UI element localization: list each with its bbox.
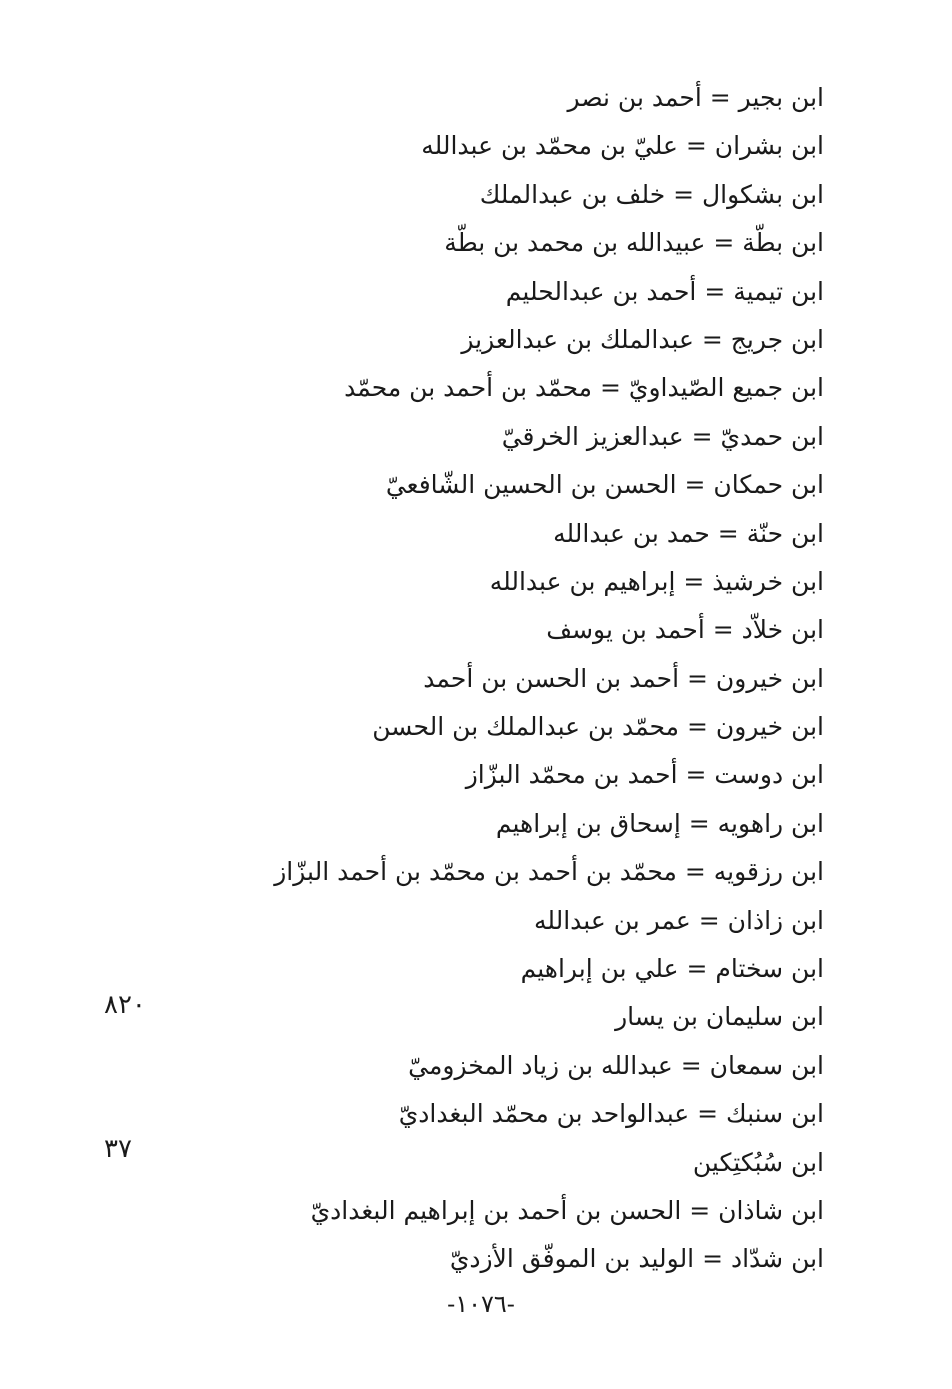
- index-entry: ابن حمكان = الحسن بن الحسين الشّافعيّ: [385, 470, 824, 500]
- index-entry: ابن سختام = علي بن إبراهيم: [520, 954, 824, 984]
- index-entry: ابن زاذان = عمر بن عبدالله: [533, 905, 824, 935]
- index-entry: ابن سنبك = عبدالواحد بن محمّد البغداديّ: [398, 1099, 824, 1129]
- page-number: -١٠٧٦-: [447, 1290, 515, 1318]
- index-entry: ابن بشكوال = خلف بن عبدالملك: [479, 179, 824, 209]
- index-entry: ابن سمعان = عبدالله بن زياد المخزوميّ: [408, 1050, 824, 1080]
- margin-reference-number: ٣٧: [104, 1134, 132, 1164]
- index-entry: ابن جميع الصّيداويّ = محمّد بن أحمد بن محمّد: [344, 373, 824, 403]
- index-entry: ابن شدّاد = الوليد بن الموفّق الأزديّ: [449, 1244, 824, 1274]
- index-entry: ابن حنّة = حمد بن عبدالله: [553, 518, 824, 548]
- index-entry: ابن جريج = عبدالملك بن عبدالعزيز: [461, 324, 824, 354]
- index-entry: ابن راهويه = إسحاق بن إبراهيم: [495, 808, 824, 838]
- index-entry: ابن خيرون = محمّد بن عبدالملك بن الحسن: [372, 712, 824, 742]
- index-entry: ابن سليمان بن يسار: [615, 1002, 824, 1032]
- index-entry: ابن خرشيذ = إبراهيم بن عبدالله: [489, 566, 824, 596]
- index-entry: ابن بجير = أحمد بن نصر: [567, 83, 824, 112]
- index-entry: ابن شاذان = الحسن بن أحمد بن إبراهيم البغداديّ: [310, 1195, 824, 1225]
- margin-reference-number: ٨٢٠: [104, 990, 146, 1020]
- index-entry: ابن حمديّ = عبدالعزيز الخرقيّ: [501, 421, 824, 451]
- name-index-list: [264, 78, 824, 1288]
- index-entry: ابن دوست = أحمد بن محمّد البزّاز: [465, 760, 824, 790]
- index-entry: ابن سُبُكتِكين: [692, 1147, 824, 1177]
- index-entry: ابن بطّة = عبيدالله بن محمد بن بطّة: [444, 228, 824, 258]
- index-entry: ابن رزقويه = محمّد بن أحمد بن محمّد بن أحمد البزّاز: [274, 857, 824, 887]
- index-entry: ابن تيمية = أحمد بن عبدالحليم: [505, 276, 824, 306]
- index-entry: ابن خلاّد = أحمد بن يوسف: [546, 615, 824, 645]
- index-entry: ابن خيرون = أحمد بن الحسن بن أحمد: [423, 663, 824, 693]
- index-entry: ابن بشران = عليّ بن محمّد بن عبدالله: [421, 131, 824, 161]
